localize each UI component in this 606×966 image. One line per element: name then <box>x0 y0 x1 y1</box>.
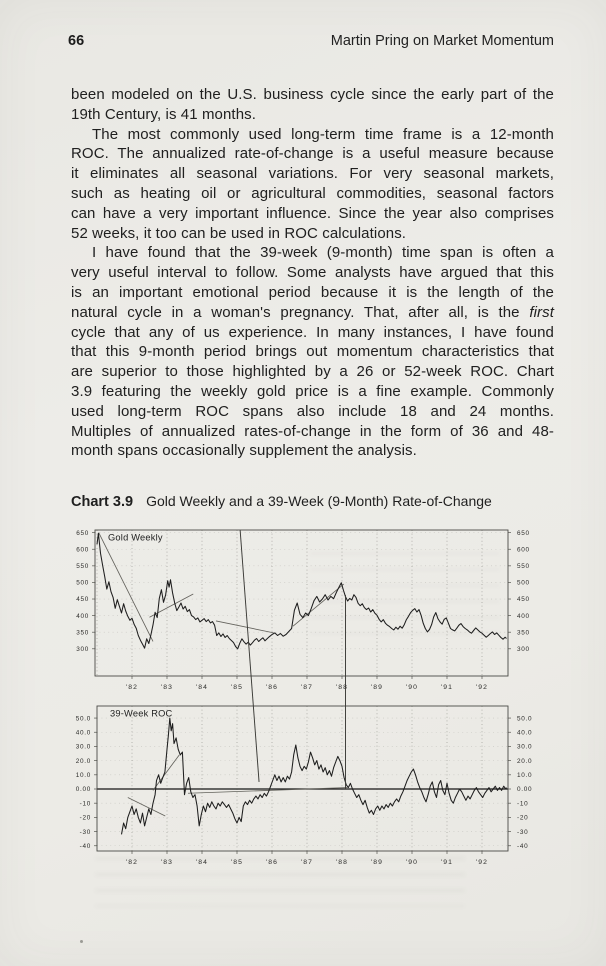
svg-text:'87: '87 <box>300 859 314 866</box>
svg-text:'83: '83 <box>160 859 174 866</box>
svg-text:'83: '83 <box>160 684 174 691</box>
roc-chart <box>76 706 533 866</box>
svg-text:'89: '89 <box>370 684 384 691</box>
svg-text:-20: -20 <box>517 814 529 822</box>
body-line: used long-term ROC spans also include 18 and 24 months. <box>71 402 554 420</box>
body-line: I have found that the 39-week (9-month) time span is often a <box>92 244 554 262</box>
svg-text:'86: '86 <box>265 684 279 691</box>
svg-text:500: 500 <box>76 579 89 587</box>
y-axis-labels <box>76 530 530 653</box>
svg-text:'85: '85 <box>230 684 244 691</box>
body-line: 52 weeks, it too can be used in ROC calculations. <box>71 224 407 242</box>
svg-text:'84: '84 <box>195 859 209 866</box>
svg-text:'82: '82 <box>125 859 139 866</box>
svg-text:600: 600 <box>76 546 89 554</box>
svg-text:'84: '84 <box>195 684 209 691</box>
vertical-gridlines <box>97 530 482 676</box>
figure-charts <box>60 524 580 870</box>
chart-inner-title: 39-Week ROC <box>110 708 173 719</box>
svg-text:'90: '90 <box>405 684 419 691</box>
svg-text:20.0: 20.0 <box>75 757 91 765</box>
svg-text:400: 400 <box>517 612 530 620</box>
body-line: 19th Century, is 41 months. <box>71 105 257 123</box>
svg-text:-10: -10 <box>79 800 91 808</box>
body-line: are superior to those highlighted by a 26 or 52-week ROC. Chart <box>71 363 554 381</box>
svg-text:350: 350 <box>76 629 89 637</box>
svg-text:'86: '86 <box>265 859 279 866</box>
svg-text:-20: -20 <box>79 814 91 822</box>
svg-text:0.00: 0.00 <box>517 786 533 794</box>
horizontal-gridlines <box>95 533 508 649</box>
svg-text:'82: '82 <box>125 684 139 691</box>
svg-text:50.0: 50.0 <box>517 715 533 723</box>
svg-text:'88: '88 <box>335 684 349 691</box>
svg-text:450: 450 <box>517 596 530 604</box>
svg-text:10.0: 10.0 <box>75 772 91 780</box>
svg-text:300: 300 <box>76 645 89 653</box>
scan-speck <box>80 940 83 943</box>
svg-text:30.0: 30.0 <box>75 743 91 751</box>
series-line <box>122 718 507 834</box>
svg-text:-10: -10 <box>517 800 529 808</box>
series-line <box>97 533 507 649</box>
svg-text:550: 550 <box>76 563 89 571</box>
body-line: Multiples of annualized rates-of-change in the form of 36 and 48- <box>71 422 554 440</box>
svg-text:'90: '90 <box>405 859 419 866</box>
svg-text:0.00: 0.00 <box>75 786 91 794</box>
running-head: Martin Pring on Market Momentum <box>330 33 554 49</box>
svg-text:40.0: 40.0 <box>517 729 533 737</box>
svg-text:'89: '89 <box>370 859 384 866</box>
svg-text:40.0: 40.0 <box>75 729 91 737</box>
svg-text:20.0: 20.0 <box>517 757 533 765</box>
body-line: cycle that any of us experience. In many instances, I have found <box>71 323 554 341</box>
svg-text:50.0: 50.0 <box>75 715 91 723</box>
figure-caption <box>71 493 492 510</box>
body-line: ROC. The annualized rate-of-change is a useful measure because <box>71 145 554 163</box>
svg-text:'88: '88 <box>335 859 349 866</box>
chart-frame <box>97 706 508 851</box>
body-line: natural cycle in a woman's pregnancy. That, after all, is the first <box>71 303 554 321</box>
x-axis-labels <box>126 676 488 691</box>
svg-text:600: 600 <box>517 546 530 554</box>
body-line: such as heating oil or agricultural commodities, seasonal factors <box>71 184 554 202</box>
body-line: The most commonly used long-term time frame is a 12-month <box>92 125 554 143</box>
svg-text:450: 450 <box>76 596 89 604</box>
body-line: can have a very important influence. Since the year also comprises <box>71 204 554 222</box>
body-line: is an important emotional period because it is the length of the <box>71 283 554 301</box>
chart-inner-title: Gold Weekly <box>108 532 163 543</box>
svg-text:650: 650 <box>76 529 89 537</box>
svg-text:'92: '92 <box>475 684 489 691</box>
horizontal-gridlines <box>97 718 508 846</box>
svg-text:'87: '87 <box>300 684 314 691</box>
svg-text:-40: -40 <box>517 842 529 850</box>
svg-text:30.0: 30.0 <box>517 743 533 751</box>
body-line: very useful interval to follow. Some analysts have argued that this <box>71 264 554 282</box>
body-line: been modeled on the U.S. business cycle since the early part of the <box>71 86 554 103</box>
body-line: month spans occasionally supplement the analysis. <box>71 442 417 460</box>
svg-text:'91: '91 <box>440 684 454 691</box>
body-text <box>71 85 554 461</box>
svg-text:-30: -30 <box>79 828 91 836</box>
svg-text:-30: -30 <box>517 828 529 836</box>
page-header <box>68 33 554 49</box>
x-axis-labels <box>126 851 488 866</box>
chart-frame <box>95 530 508 676</box>
body-line: it eliminates all seasonal variations. For very seasonal markets, <box>71 165 554 183</box>
svg-text:400: 400 <box>76 612 89 620</box>
vertical-gridlines <box>132 706 482 851</box>
charts-svg <box>60 524 580 870</box>
svg-text:-40: -40 <box>79 842 91 850</box>
svg-text:550: 550 <box>517 563 530 571</box>
connector-lines <box>240 530 345 789</box>
body-line: that this 9-month period brings out momentum characteristics that <box>71 343 554 361</box>
caption-label: Chart 3.9 <box>71 494 134 510</box>
body-line: 3.9 featuring the weekly gold price is a fine example. Commonly <box>71 382 554 400</box>
svg-text:300: 300 <box>517 645 530 653</box>
page-number: 66 <box>68 33 85 49</box>
svg-text:'91: '91 <box>440 859 454 866</box>
svg-text:500: 500 <box>517 579 530 587</box>
svg-text:350: 350 <box>517 629 530 637</box>
gold-weekly-chart <box>76 530 530 691</box>
svg-text:'85: '85 <box>230 859 244 866</box>
svg-text:'92: '92 <box>475 859 489 866</box>
caption-text: Gold Weekly and a 39-Week (9-Month) Rate-of-Change <box>146 493 492 509</box>
y-axis-labels <box>76 715 533 850</box>
svg-text:650: 650 <box>517 529 530 537</box>
svg-text:10.0: 10.0 <box>517 772 533 780</box>
